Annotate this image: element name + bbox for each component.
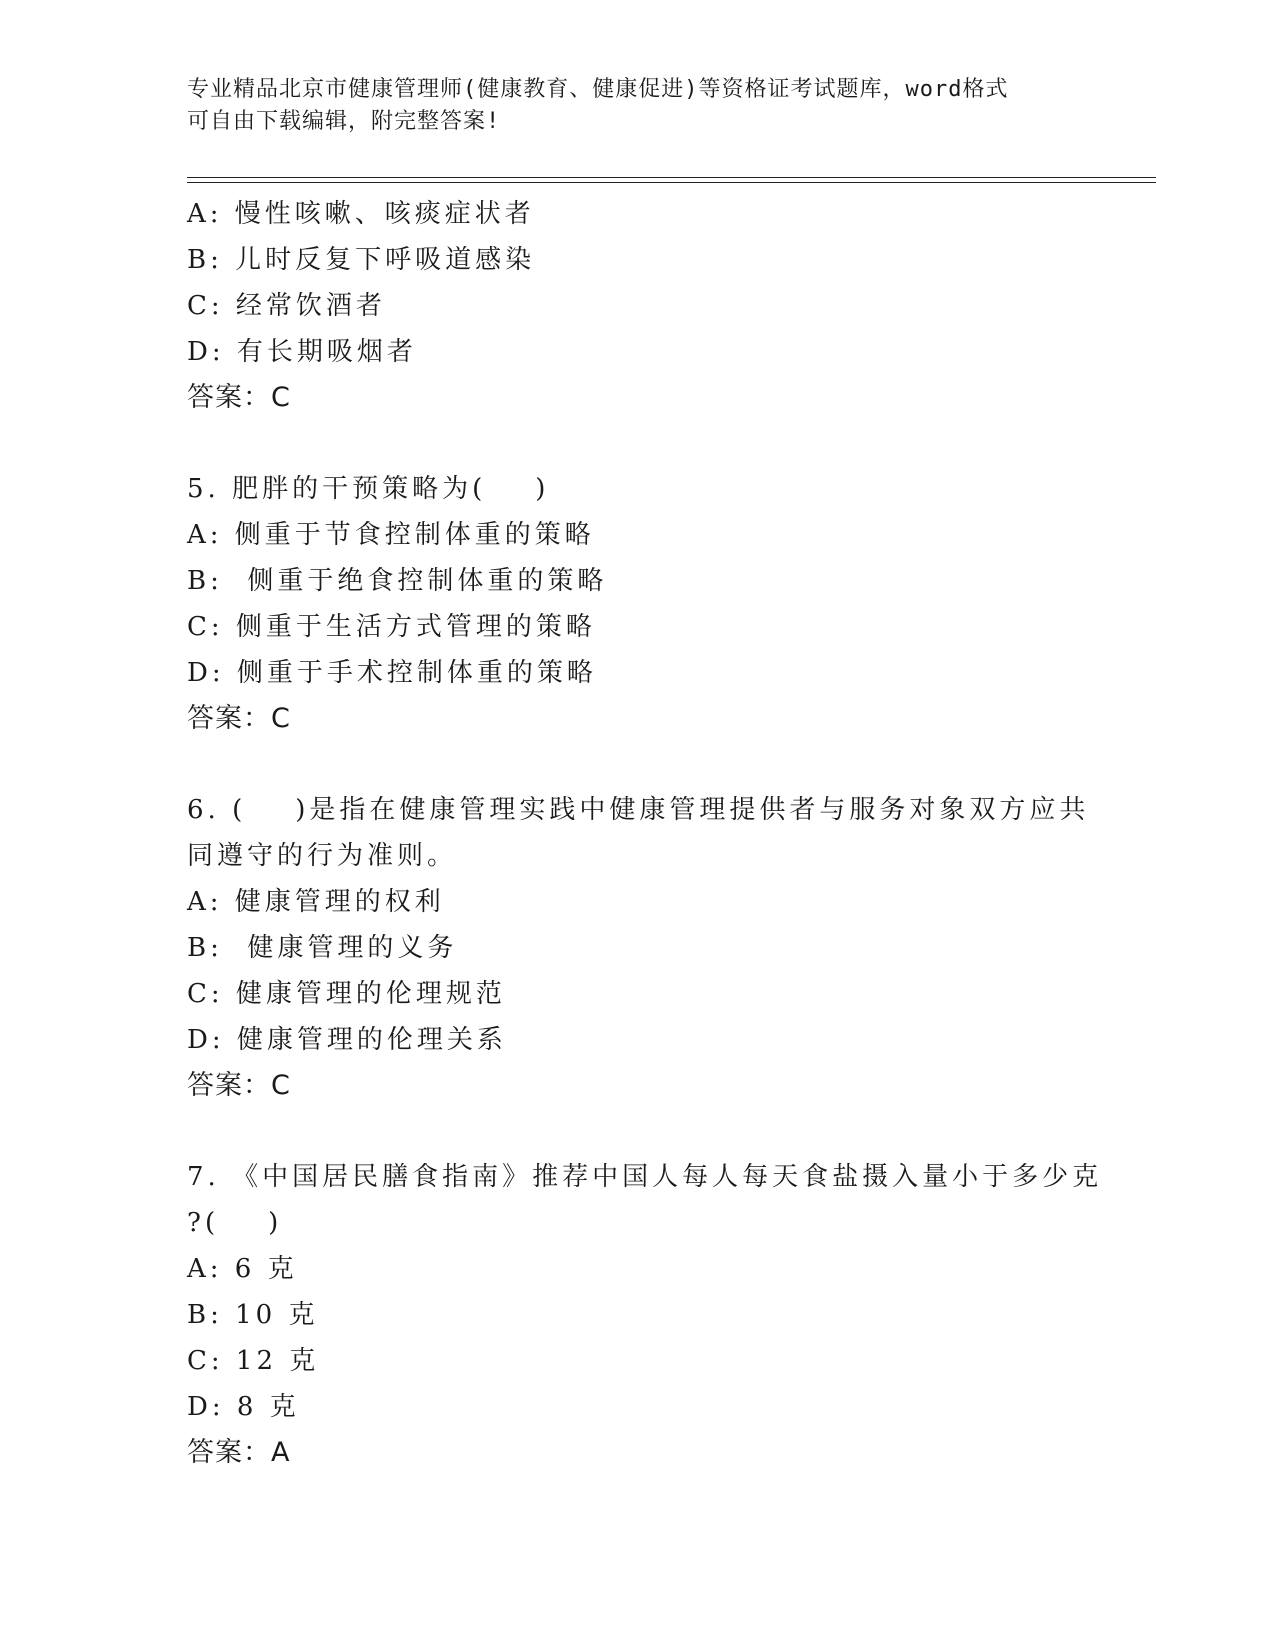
question-stem-line-2: ?( ) [187,1208,283,1238]
option-b: B: 10 克 [187,1300,319,1330]
option-d: D: 8 克 [187,1392,300,1422]
question-stem: 5. 肥胖的干预策略为( ) [187,474,550,504]
option-d: D: 侧重于手术控制体重的策略 [187,658,597,688]
question-content [187,191,1103,1476]
question-7 [187,1154,1103,1476]
spacer [187,1109,1087,1154]
option-b: B: 健康管理的义务 [187,933,458,963]
option-c: C: 12 克 [187,1346,320,1376]
question-stem-line-1: 7. 《中国居民膳食指南》推荐中国人每人每天食盐摄入量小于多少克 [187,1162,1103,1192]
option-c: C: 经常饮酒者 [187,291,386,321]
answer: 答案：C [187,703,291,734]
question-stem-line-2: 同遵守的行为准则。 [187,841,458,871]
answer: 答案：C [187,1070,291,1101]
option-a: A: 侧重于节食控制体重的策略 [187,520,595,550]
header-divider-bottom [187,182,1156,183]
question-5 [187,466,1087,742]
option-a: A: 健康管理的权利 [187,887,445,917]
option-d: D: 健康管理的伦理关系 [187,1025,507,1055]
answer: 答案：C [187,382,291,413]
spacer [187,421,1087,466]
option-a: A: 6 克 [187,1254,298,1284]
option-b: B: 侧重于绝食控制体重的策略 [187,566,608,596]
header-divider-top [187,177,1156,178]
question-4-options [187,191,1087,421]
option-c: C: 侧重于生活方式管理的策略 [187,612,596,642]
option-c: C: 健康管理的伦理规范 [187,979,506,1009]
option-a: A: 慢性咳嗽、咳痰症状者 [187,199,535,229]
question-6 [187,787,1090,1109]
answer: 答案：A [187,1437,291,1468]
document-header: 专业精品北京市健康管理师(健康教育、健康促进)等资格证考试题库，word格式 可自由下载编辑，附完整答案! [187,77,1009,134]
spacer [187,742,1087,787]
option-b: B: 儿时反复下呼吸道感染 [187,245,536,275]
option-d: D: 有长期吸烟者 [187,337,417,367]
question-stem-line-1: 6. ( )是指在健康管理实践中健康管理提供者与服务对象双方应共 [187,795,1090,825]
